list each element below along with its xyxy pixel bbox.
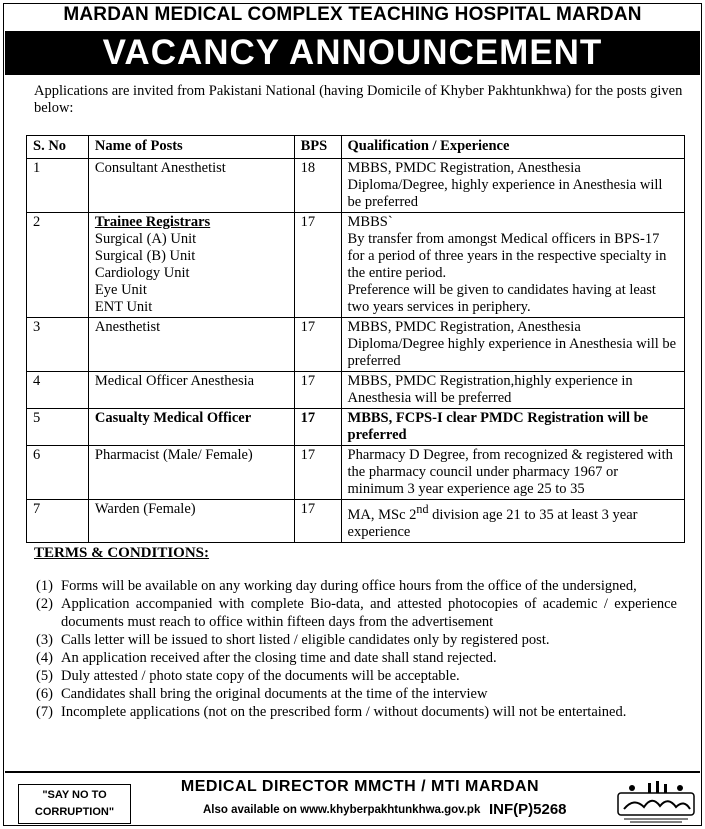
list-item: [36, 595, 677, 631]
term-text: Incomplete applications (not on the prescribed form / without documents) will not be entertained.: [61, 704, 627, 720]
header-sno: S. No: [27, 136, 89, 159]
row-qualification: Pharmacy D Degree, from recognized & registered with the pharmacy council under pharmacy 1967 or minimum 3 year experience age 25 to 35: [341, 446, 684, 500]
posts-table: [26, 135, 685, 543]
row-sno: 1: [27, 159, 89, 213]
table-row: [27, 446, 685, 500]
term-number: (7): [36, 704, 53, 720]
announcement-banner: VACANCY ANNOUNCEMENT: [5, 31, 700, 75]
row-qualification: MBBS, PMDC Registration, Anesthesia Diploma/Degree highly experience in Anesthesia will be preferred: [341, 318, 684, 372]
row-qualification: MBBS, PMDC Registration,highly experience in Anesthesia will be preferred: [341, 372, 684, 409]
footer-divider: [5, 771, 700, 773]
term-text: Application accompanied with complete Bio-data, and attested photocopies of academic / experience documents must reach to office within fifteen days from the advertisement: [61, 596, 677, 630]
table-row: [27, 500, 685, 543]
header-qualification: Qualification / Experience: [341, 136, 684, 159]
row-bps: 17: [294, 372, 341, 409]
row-qualification: MBBS, FCPS-I clear PMDC Registration will be preferred: [341, 409, 684, 446]
row-bps: 17: [294, 213, 341, 318]
intro-text: Applications are invited from Pakistani National (having Domicile of Khyber Pakhtunkhwa) for the posts given below:: [34, 83, 683, 116]
term-text: Calls letter will be issued to short listed / eligible candidates only by registered post.: [61, 632, 550, 648]
row-qualification: [341, 213, 684, 318]
list-item: [36, 649, 677, 667]
table-row: [27, 318, 685, 372]
qualification-sup: nd: [416, 502, 429, 516]
list-item: [36, 703, 677, 721]
row-post: Pharmacist (Male/ Female): [88, 446, 294, 500]
row-post: Casualty Medical Officer: [88, 409, 294, 446]
header-bps: BPS: [294, 136, 341, 159]
term-number: (3): [36, 632, 53, 648]
term-number: (2): [36, 596, 53, 612]
header-post: Name of Posts: [88, 136, 294, 159]
qualification-suffix: division age 21 to 35 at least 3 year experience: [347, 506, 638, 540]
row-post: Warden (Female): [88, 500, 294, 543]
hospital-name: MARDAN MEDICAL COMPLEX TEACHING HOSPITAL MARDAN: [63, 4, 642, 25]
row-bps: 18: [294, 159, 341, 213]
unit-item: ENT Unit: [94, 299, 153, 315]
qualification-line: Preference will be given to candidates having at least two years services in periphery.: [347, 282, 656, 315]
row-sno: 2: [27, 213, 89, 318]
row-post: [88, 213, 294, 318]
qualification-prefix: MA, MSc 2: [347, 506, 417, 523]
qualification-line: MBBS`: [347, 214, 393, 230]
website-link[interactable]: Also available on www.khyberpakhtunkhwa.gov.pk: [203, 804, 481, 816]
list-item: [36, 667, 677, 685]
term-number: (6): [36, 686, 53, 702]
row-bps: 17: [294, 446, 341, 500]
table-row: [27, 159, 685, 213]
inf-number: INF(P)5268: [489, 801, 567, 818]
list-item: [36, 577, 677, 595]
unit-item: Surgical (B) Unit: [94, 248, 196, 264]
row-sno: 5: [27, 409, 89, 446]
unit-item: Eye Unit: [94, 282, 147, 298]
slogan-line: CORRUPTION": [34, 806, 115, 818]
row-sno: 7: [27, 500, 89, 543]
row-bps: 17: [294, 500, 341, 543]
medical-director: MEDICAL DIRECTOR MMCTH / MTI MARDAN: [180, 778, 540, 795]
row-bps: 17: [294, 318, 341, 372]
terms-title: TERMS & CONDITIONS:: [34, 545, 210, 561]
row-sno: 4: [27, 372, 89, 409]
row-sno: 6: [27, 446, 89, 500]
row-sno: 3: [27, 318, 89, 372]
list-item: [36, 631, 677, 649]
terms-list: [36, 577, 677, 721]
row-bps: 17: [294, 409, 341, 446]
unit-item: Surgical (A) Unit: [94, 231, 197, 247]
term-number: (4): [36, 650, 53, 666]
kp-government-logo-icon: [614, 779, 698, 825]
qualification-line: By transfer from amongst Medical officers in BPS-17 for a period of three years in the respective specialty in the entire period.: [347, 231, 667, 281]
term-number: (5): [36, 668, 53, 684]
term-text: Duly attested / photo state copy of the documents will be acceptable.: [61, 668, 460, 684]
term-text: Candidates shall bring the original documents at the time of the interview: [61, 686, 488, 702]
list-item: [36, 685, 677, 703]
row-qualification: MBBS, PMDC Registration, Anesthesia Diploma/Degree, highly experience in Anesthesia will be preferred: [341, 159, 684, 213]
row-post: Consultant Anesthetist: [88, 159, 294, 213]
post-heading: Trainee Registrars: [94, 214, 211, 230]
table-header-row: [27, 136, 685, 159]
row-post: Anesthetist: [88, 318, 294, 372]
term-text: An application received after the closing time and date shall stand rejected.: [61, 650, 497, 666]
term-number: (1): [36, 578, 53, 594]
slogan-line: "SAY NO TO: [42, 789, 107, 801]
row-qualification: [341, 500, 684, 543]
table-row: [27, 213, 685, 318]
row-post: Medical Officer Anesthesia: [88, 372, 294, 409]
term-text: Forms will be available on any working day during office hours from the office of the undersigned,: [61, 578, 637, 594]
unit-item: Cardiology Unit: [94, 265, 190, 281]
table-row: [27, 409, 685, 446]
table-row: [27, 372, 685, 409]
